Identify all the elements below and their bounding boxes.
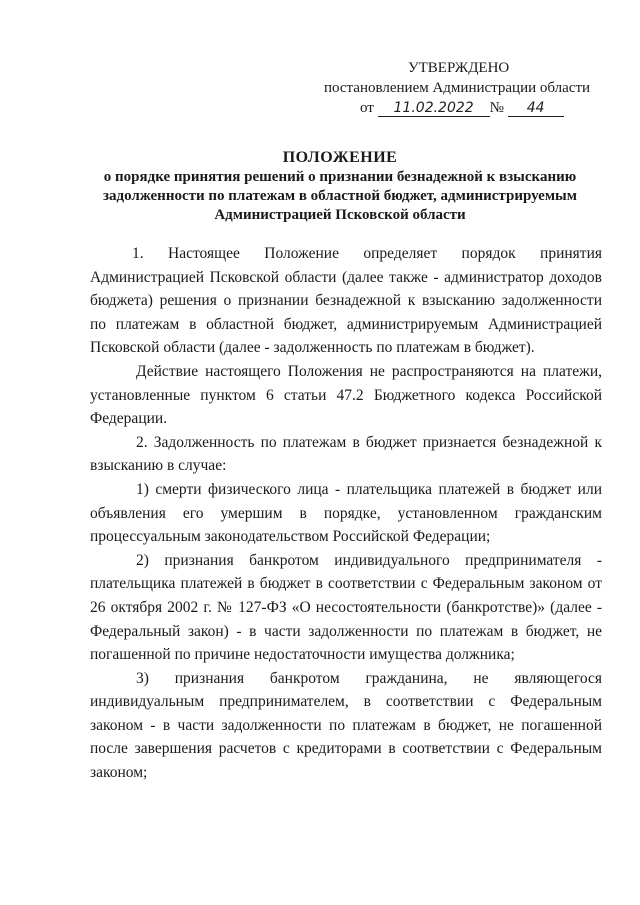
title-main: ПОЛОЖЕНИЕ — [282, 149, 398, 166]
number-sign: № — [489, 100, 504, 116]
approval-heading: УТВЕРЖДЕНО — [408, 60, 510, 76]
title-line-3: Администрацией Псковской области — [214, 207, 466, 223]
approval-issuer: постановлением Администрации области — [324, 80, 591, 96]
paragraph-3: 2. Задолженность по платежам в бюджет признается безнадежной к взысканию в случае: — [90, 433, 602, 475]
document-title — [70, 148, 610, 225]
paragraph-4: 1) смерти физического лица - плательщика платежей в бюджет или объявления его умершим в порядке, установленном гражданским процессуальным законодательством Российской Федерации; — [90, 480, 602, 546]
title-line-1: о порядке принятия решений о признании безнадежной к взысканию — [103, 169, 577, 185]
handwritten-date: 11.02.2022 — [378, 100, 490, 117]
paragraph-2: Действие настоящего Положения не распространяются на платежи, установленные пунктом 6 статьи 47.2 Бюджетного кодекса Российской Федерации. — [90, 362, 602, 428]
document-body — [90, 242, 602, 785]
paragraph-1: 1. Настоящее Положение определяет порядок принятия Администрацией Псковской области (далее также - администратор доходов бюджета) решения о признании безнадежной к взысканию задолженности по платежам в областной бюджет, администрируемым Администрацией Псковской области (далее - задолженность по платежам в бюджет). — [90, 245, 602, 357]
paragraph-6: 3) признания банкротом гражданина, не являющегося индивидуальным предпринимателем, в соответствии с Федеральным законом - в части задолженности по платежам в бюджет, не погашенной после завершения расчетов с кредиторами в соответствии с Федеральным законом; — [90, 669, 602, 782]
paragraph-5: 2) признания банкротом индивидуального предпринимателя - плательщика платежей в бюджет в соответствии с Федеральным законом от 26 октября 2002 г. № 127-ФЗ «О несостоятельности (банкротстве)» (далее - Федеральный закон) - в части задолженности по платежам в бюджет, не погашенной по причине недостаточности имущества должника; — [90, 551, 602, 664]
approval-date-line — [360, 98, 564, 118]
title-line-2: задолженности по платежам в областной бюджет, администрируемым — [103, 188, 577, 204]
handwritten-number: 44 — [508, 100, 564, 117]
approval-date-prefix: от — [360, 100, 374, 116]
